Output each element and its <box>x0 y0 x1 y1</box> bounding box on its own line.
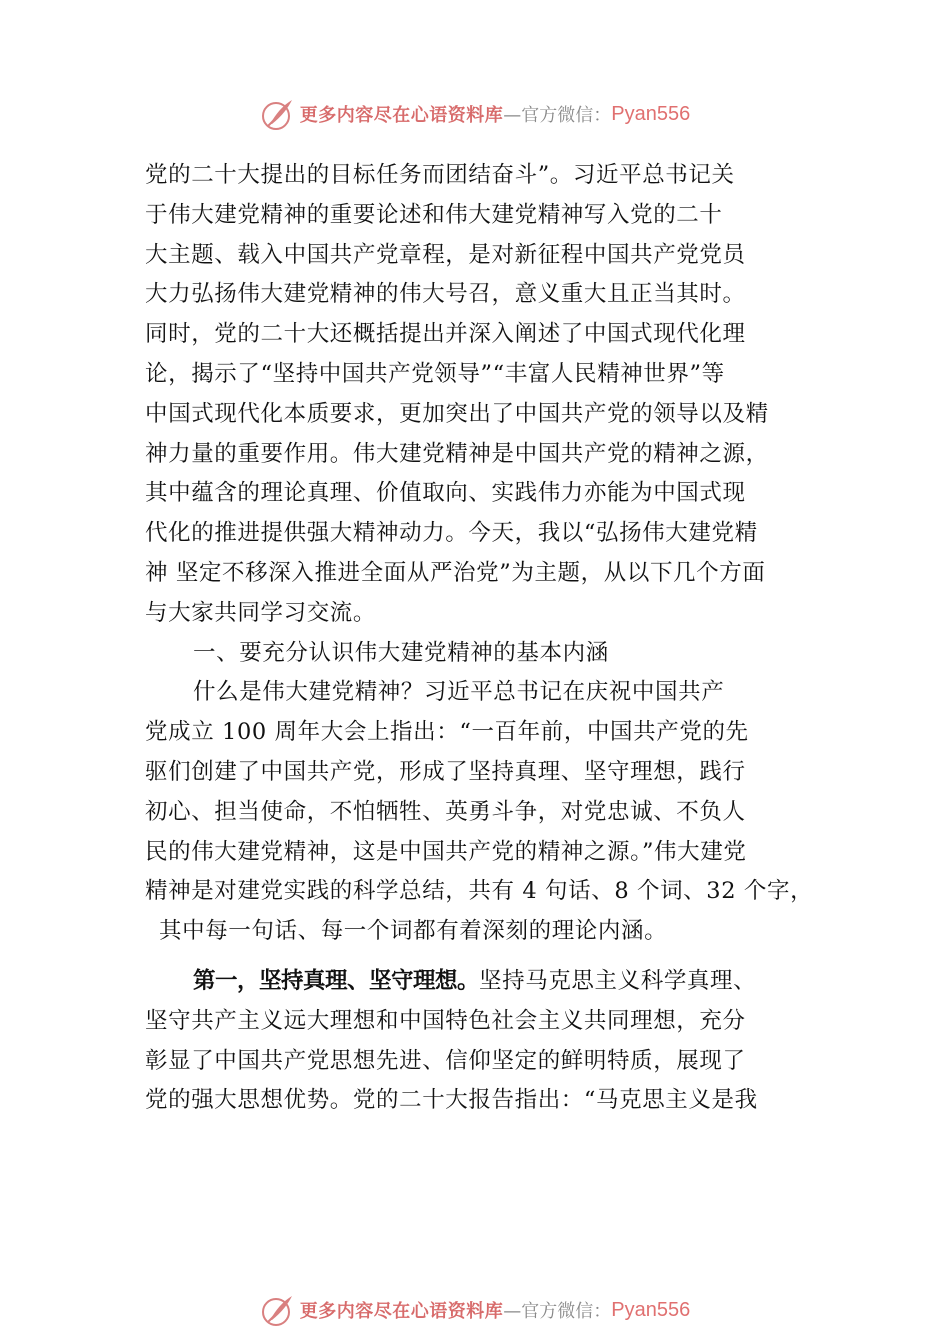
text-line: 坚守共产主义远大理想和中国特色社会主义共同理想，充分 <box>145 1007 746 1034</box>
watermark-sub-text: —官方微信： <box>503 1301 612 1322</box>
paragraph-definition <box>145 673 815 952</box>
text-line: 论，揭示了“坚持中国共产党领导”“丰富人民精神世界”等 <box>145 360 725 387</box>
watermark-brand-text: 更多内容尽在心语资料库 <box>299 105 504 126</box>
text-line: 大力弘扬伟大建党精神的伟大号召，意义重大且正当其时。 <box>145 281 746 308</box>
section-heading: 一、要充分认识伟大建党精神的基本内涵 <box>193 639 609 666</box>
text-line: 中国式现代化本质要求，更加突出了中国共产党的领导以及精 <box>145 400 769 427</box>
watermark-wechat-id: Pyan556 <box>611 1298 691 1321</box>
text-line: 神 坚定不移深入推进全面从严治党”为主题，从以下几个方面 <box>145 559 766 586</box>
paragraph-first-point <box>145 962 815 1121</box>
text-line: 党成立 100 周年大会上指出：“一百年前，中国共产党的先 <box>145 719 749 746</box>
text-line <box>145 962 815 1002</box>
text-line: 党的二十大提出的目标任务而团结奋斗”。习近平总书记关 <box>145 162 735 188</box>
footer-watermark <box>0 1290 950 1330</box>
text-line: 党的强大思想优势。党的二十大报告指出：“马克思主义是我 <box>145 1087 758 1114</box>
header-watermark <box>0 94 950 134</box>
watermark-sub-text: —官方微信： <box>503 105 612 126</box>
text-line: 彰显了中国共产党思想先进、信仰坚定的鲜明特质，展现了 <box>145 1047 746 1074</box>
watermark-wechat-id: Pyan556 <box>611 102 691 125</box>
feather-pen-logo-icon <box>260 1292 296 1328</box>
text-line: 代化的推进提供强大精神动力。今天，我以“弘扬伟大建党精 <box>145 520 758 547</box>
text-line: 大主题、载入中国共产党章程，是对新征程中国共产党党员 <box>145 241 746 268</box>
text-line: 驱们创建了中国共产党，形成了坚持真理、坚守理想，践行 <box>145 758 746 785</box>
text-line: 初心、担当使命，不怕牺牲、英勇斗争，对党忠诚、不负人 <box>145 798 746 825</box>
feather-pen-logo-icon <box>260 96 296 132</box>
text-line: 精神是对建党实践的科学总结，共有 4 句话、8 个词、32 个字， <box>145 878 814 905</box>
watermark-brand-text: 更多内容尽在心语资料库 <box>299 1301 504 1322</box>
document-body <box>145 156 815 1121</box>
text-line: 其中每一句话、每一个词都有着深刻的理论内涵。 <box>159 918 668 945</box>
text-line: 其中蕴含的理论真理、价值取向、实践伟力亦能为中国式现 <box>145 480 746 507</box>
text-line: 同时，党的二十大还概括提出并深入阐述了中国式现代化理 <box>145 321 746 348</box>
text-line: 于伟大建党精神的重要论述和伟大建党精神写入党的二十 <box>145 201 723 228</box>
text-line: 什么是伟大建党精神？习近平总书记在庆祝中国共产 <box>193 679 725 706</box>
text-line: 神力量的重要作用。伟大建党精神是中国共产党的精神之源， <box>145 440 769 467</box>
text-line: 与大家共同学习交流。 <box>145 599 377 626</box>
bold-lead-text: 第一，坚持真理、坚守理想。 <box>193 967 480 994</box>
paragraph-intro <box>145 156 815 634</box>
text-span: 坚持马克思主义科学真理、 <box>479 967 757 994</box>
text-line: 民的伟大建党精神，这是中国共产党的精神之源。”伟大建党 <box>145 838 747 865</box>
